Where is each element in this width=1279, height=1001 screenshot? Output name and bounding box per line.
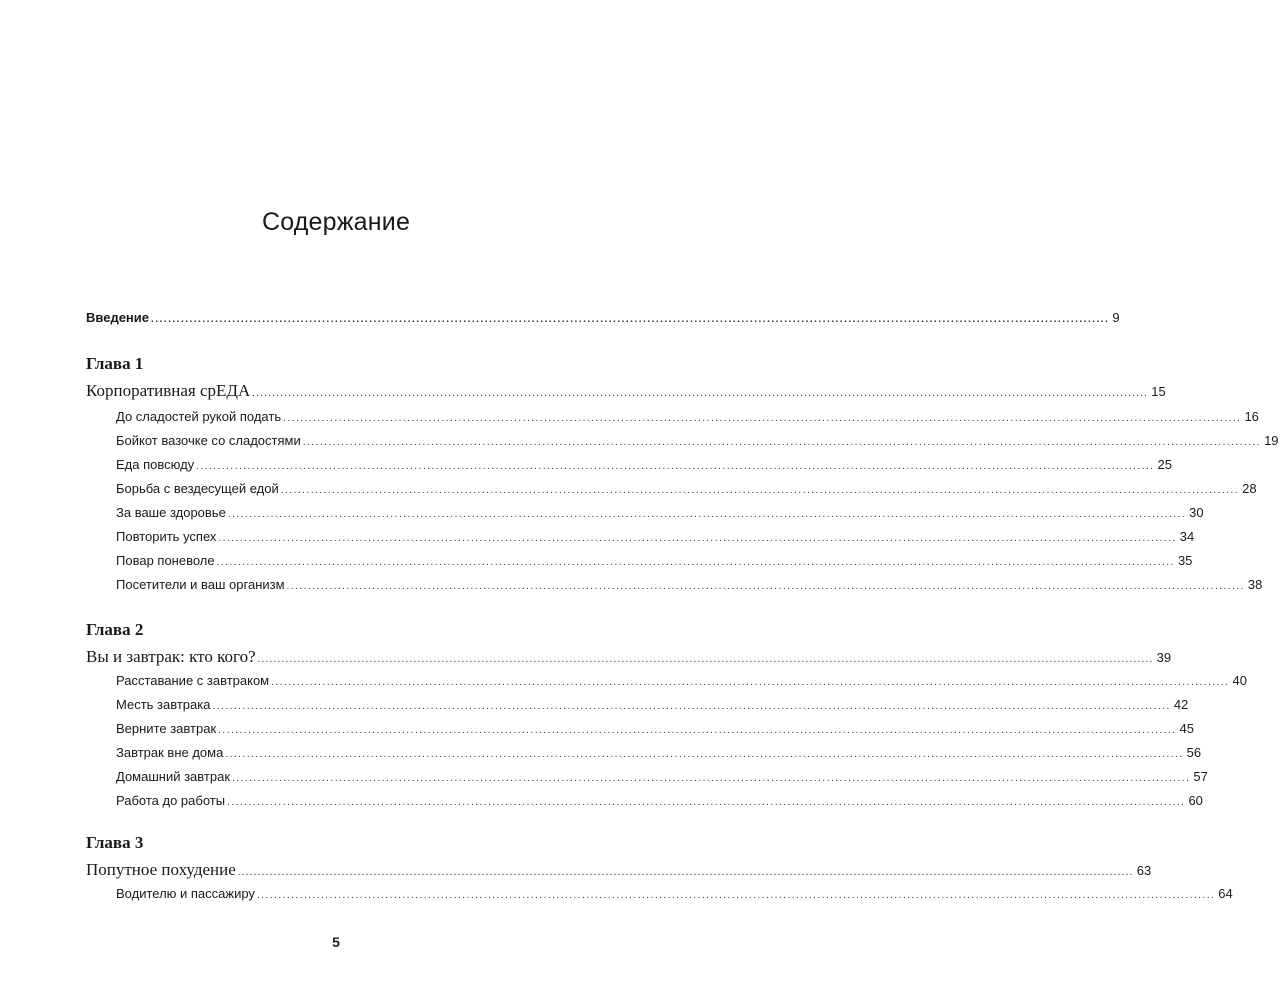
dot-leader: ................................................................................................................................................................................................................................ — [237, 867, 1134, 878]
chapter-heading: Глава 1 — [86, 354, 144, 373]
toc-entry-page: 19 — [1264, 433, 1279, 448]
toc-entry-page: 34 — [1179, 529, 1195, 544]
dot-leader: ................................................................................................................................................................................................................................ — [280, 485, 1240, 496]
toc-entry-page: 40 — [1232, 673, 1247, 688]
dot-leader: ................................................................................................................................................................................................................................ — [227, 797, 1186, 808]
dot-leader: ................................................................................................................................................................................................................................ — [151, 314, 1110, 325]
dot-leader: ................................................................................................................................................................................................................................ — [252, 388, 1149, 399]
toc-entry-label: Попутное похудение — [86, 860, 236, 879]
toc-subentry — [116, 886, 1233, 901]
toc-subentry — [116, 745, 1202, 760]
toc-entry-page: 45 — [1179, 721, 1194, 736]
toc-entry-page: 35 — [1177, 553, 1193, 568]
page-number: 5 — [332, 934, 340, 950]
dot-leader: ................................................................................................................................................................................................................................ — [218, 533, 1177, 544]
toc-section — [86, 860, 1152, 880]
toc-entry-label: Расставание с завтраком — [116, 673, 270, 688]
toc-subentry — [116, 577, 1263, 592]
toc-entry-label: Вы и завтрак: кто кого? — [86, 647, 256, 666]
toc-entry-page: 16 — [1244, 409, 1259, 424]
toc-entry-page: 30 — [1189, 505, 1204, 520]
toc-entry-label: Повторить успех — [116, 529, 217, 544]
dot-leader: ................................................................................................................................................................................................................................ — [227, 509, 1187, 520]
toc-entry-page: 42 — [1173, 697, 1189, 712]
toc-subentry — [116, 529, 1195, 544]
dot-leader: ................................................................................................................................................................................................................................ — [216, 557, 1175, 568]
toc-subentry — [116, 553, 1193, 568]
toc-subentry — [116, 793, 1203, 808]
toc-entry-label: Верните завтрак — [116, 721, 217, 736]
toc-entry-label: Домашний завтрак — [116, 769, 231, 784]
dot-leader: ................................................................................................................................................................................................................................ — [271, 677, 1230, 688]
page-title: Содержание — [261, 208, 411, 236]
toc-subentry — [116, 721, 1194, 736]
toc-entry-label: Введение — [86, 310, 149, 325]
chapter-heading: Глава 3 — [86, 833, 144, 852]
dot-leader: ................................................................................................................................................................................................................................ — [302, 437, 1262, 448]
toc-entry-label: Месть завтрака — [116, 697, 211, 712]
toc-entry-label: Посетители и ваш организм — [116, 577, 285, 592]
dot-leader: ................................................................................................................................................................................................................................ — [225, 749, 1184, 760]
toc-subentry — [116, 673, 1247, 688]
dot-leader: ................................................................................................................................................................................................................................ — [256, 890, 1216, 901]
dot-leader: ................................................................................................................................................................................................................................ — [196, 461, 1155, 472]
toc-entry-label: Еда повсюду — [116, 457, 195, 472]
toc-entry-intro — [86, 310, 1120, 325]
toc-entry-label: До сладостей рукой подать — [116, 409, 282, 424]
toc-subentry — [116, 409, 1259, 424]
toc-entry-page: 64 — [1218, 886, 1233, 901]
toc-entry-page: 9 — [1112, 310, 1120, 325]
toc-entry-page: 63 — [1136, 863, 1152, 878]
toc-entry-page: 57 — [1193, 769, 1208, 784]
chapter-heading: Глава 2 — [86, 620, 144, 639]
dot-leader: ................................................................................................................................................................................................................................ — [218, 725, 1177, 736]
toc-entry-page: 15 — [1151, 384, 1166, 399]
toc-entry-page: 60 — [1188, 793, 1203, 808]
toc-subentry — [116, 481, 1257, 496]
toc-subentry — [116, 697, 1189, 712]
toc-section — [86, 647, 1172, 667]
toc-entry-label: Работа до работы — [116, 793, 226, 808]
toc-entry-page: 39 — [1156, 650, 1172, 665]
toc-entry-label: Корпоративная срЕДА — [86, 381, 251, 400]
toc-entry-label: Повар поневоле — [116, 553, 215, 568]
toc-entry-label: За ваше здоровье — [116, 505, 226, 520]
toc-entry-label: Бойкот вазочке со сладостями — [116, 433, 301, 448]
dot-leader: ................................................................................................................................................................................................................................ — [286, 581, 1245, 592]
toc-entry-label: Водителю и пассажиру — [116, 886, 255, 901]
toc-subentry — [116, 505, 1204, 520]
dot-leader: ................................................................................................................................................................................................................................ — [212, 701, 1171, 712]
toc-subentry — [116, 769, 1208, 784]
toc-entry-page: 56 — [1186, 745, 1202, 760]
toc-entry-page: 28 — [1242, 481, 1257, 496]
toc-subentry — [116, 457, 1172, 472]
dot-leader: ................................................................................................................................................................................................................................ — [232, 773, 1191, 784]
toc-entry-label: Борьба с вездесущей едой — [116, 481, 279, 496]
toc-entry-page: 38 — [1247, 577, 1263, 592]
toc-entry-page: 25 — [1157, 457, 1172, 472]
dot-leader: ................................................................................................................................................................................................................................ — [283, 413, 1242, 424]
dot-leader: ................................................................................................................................................................................................................................ — [257, 654, 1154, 665]
toc-section — [86, 381, 1166, 401]
toc-entry-label: Завтрак вне дома — [116, 745, 224, 760]
toc-subentry — [116, 433, 1279, 448]
